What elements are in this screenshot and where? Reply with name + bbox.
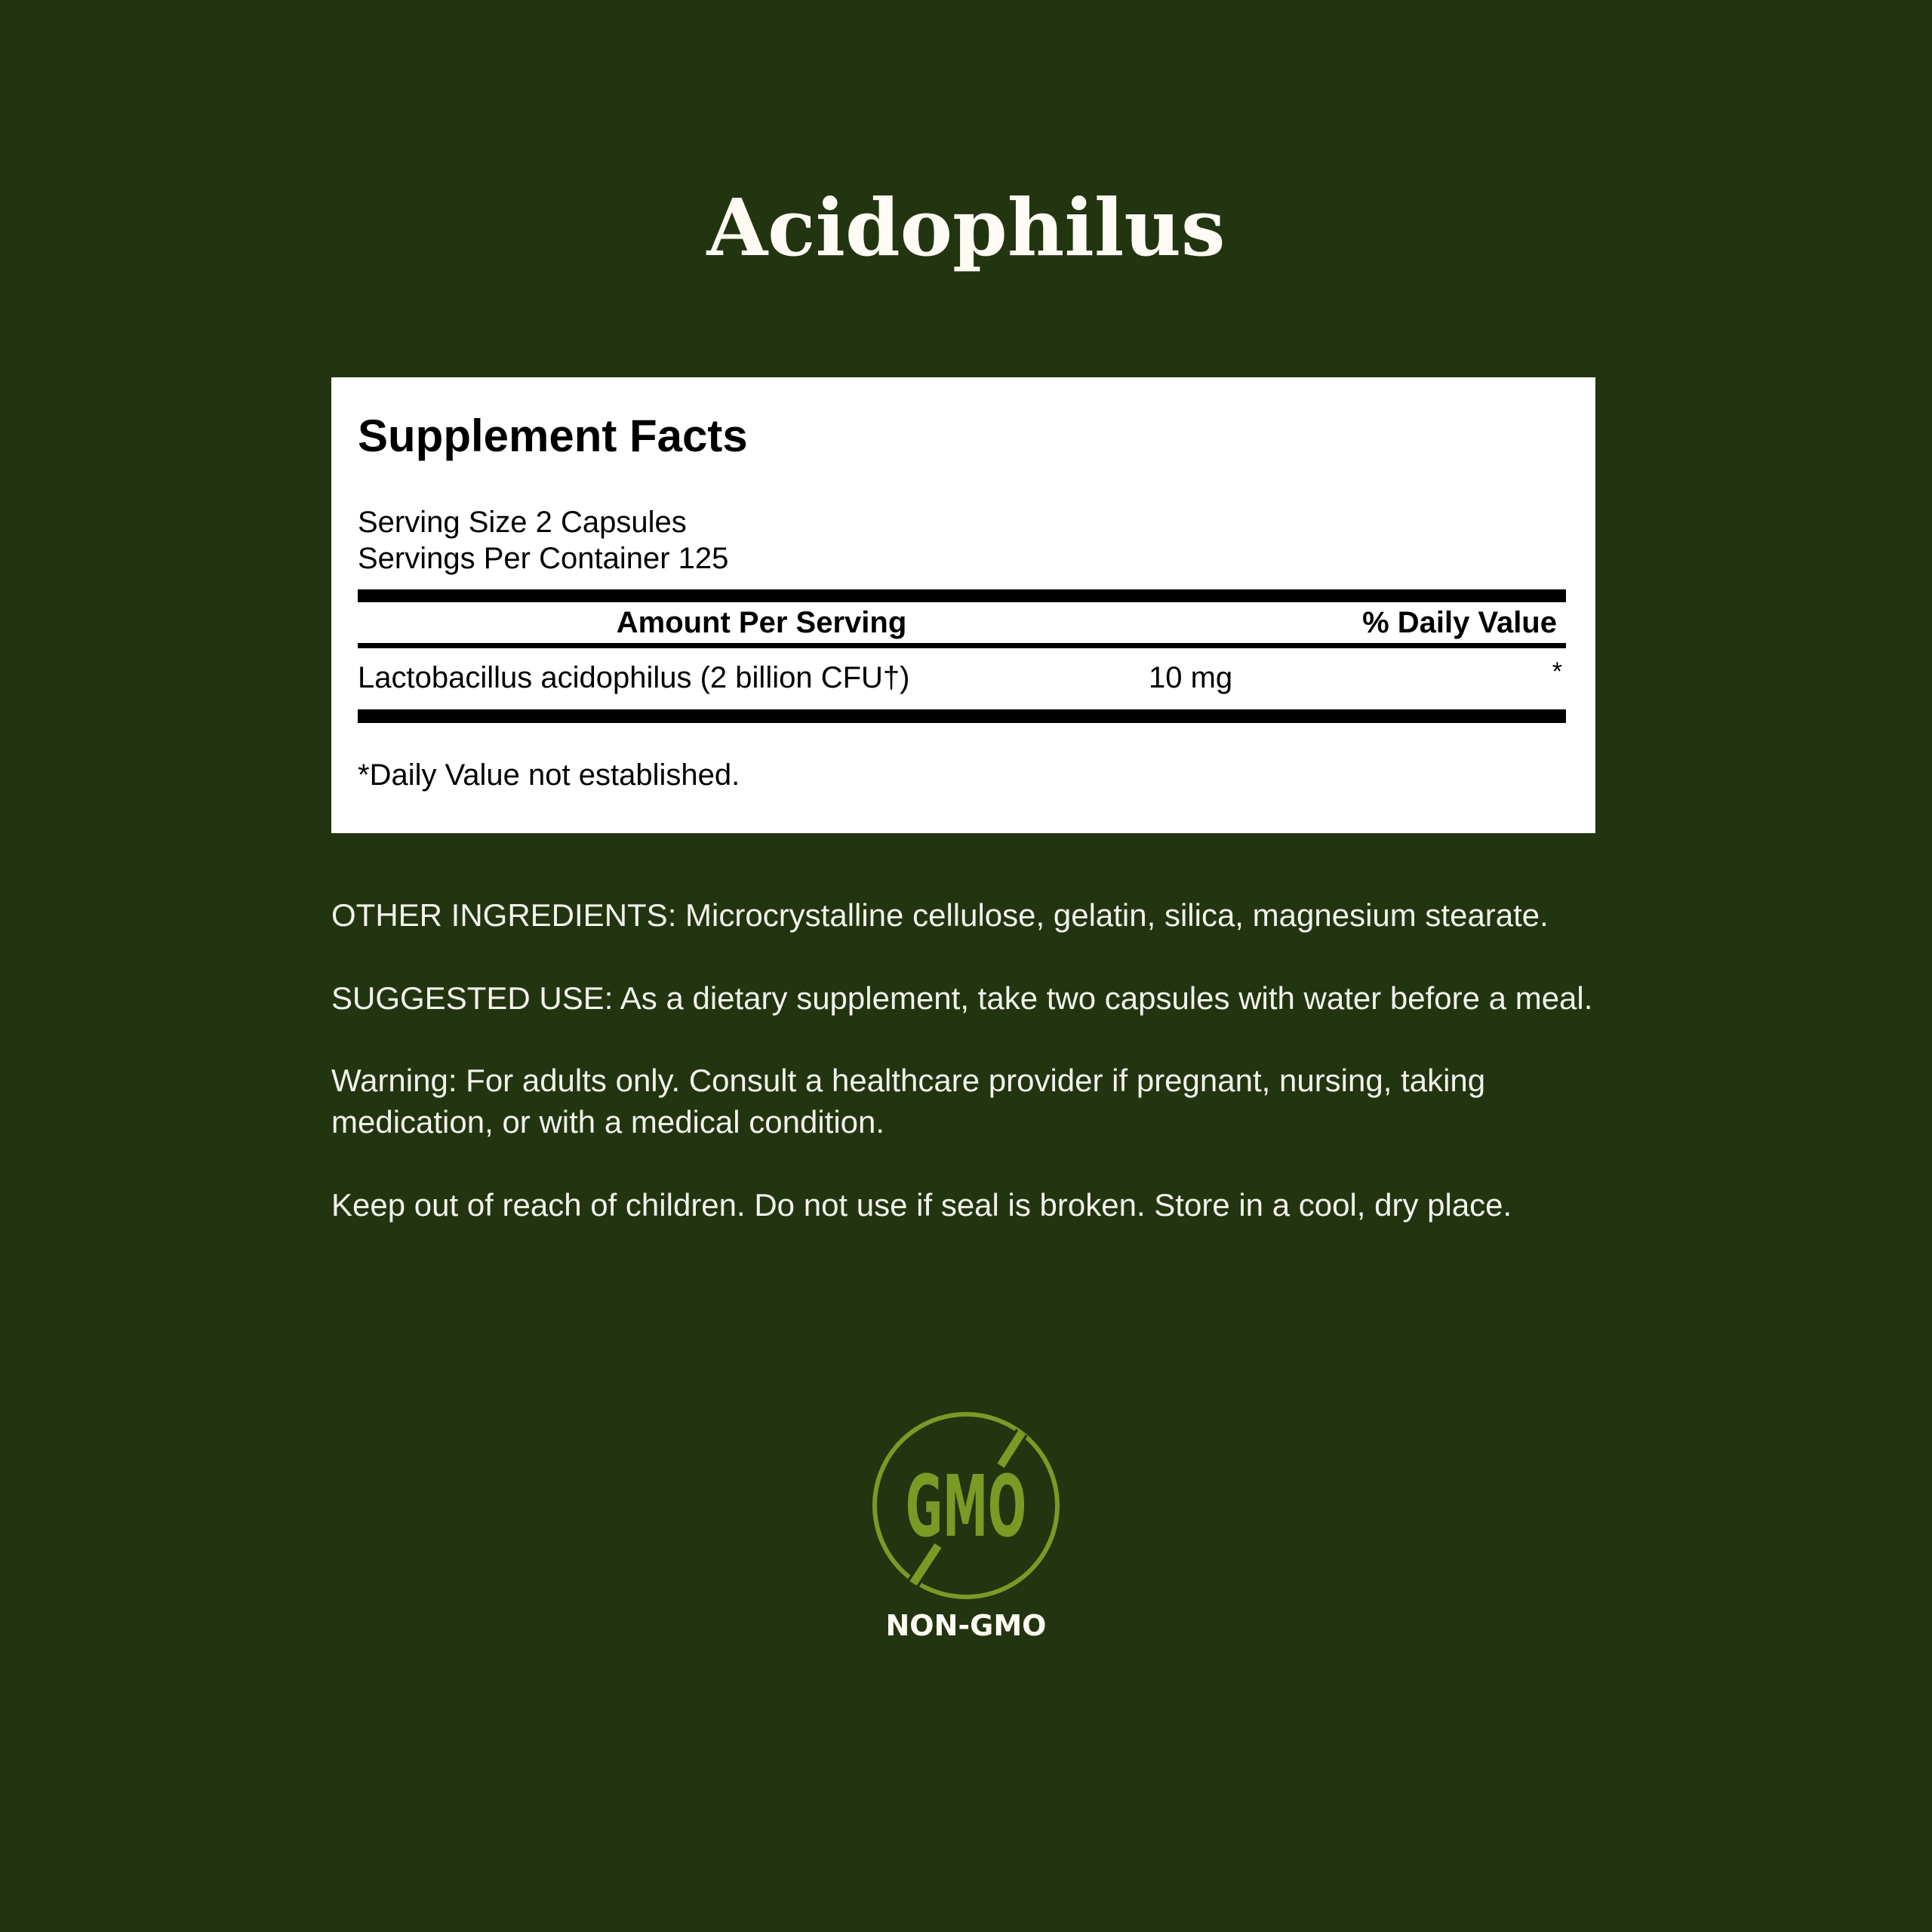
product-title: Acidophilus bbox=[706, 181, 1226, 274]
ingredient-daily-value: * bbox=[1552, 657, 1562, 686]
column-header-amount: Amount Per Serving bbox=[616, 606, 907, 639]
servings-per-container: Servings Per Container 125 bbox=[358, 542, 729, 575]
suggested-use-text: SUGGESTED USE: As a dietary supplement, take two capsules with water before a meal. bbox=[331, 980, 1593, 1016]
ingredient-amount: 10 mg bbox=[1149, 661, 1233, 694]
gmo-icon-text: GMO bbox=[906, 1458, 1026, 1556]
storage-text: Keep out of reach of children. Do not use if seal is broken. Store in a cool, dry place. bbox=[331, 1187, 1512, 1223]
supplement-facts-panel bbox=[331, 377, 1595, 833]
other-ingredients-text: OTHER INGREDIENTS: Microcrystalline cellulose, gelatin, silica, magnesium stearate. bbox=[331, 897, 1549, 933]
thin-divider bbox=[358, 643, 1566, 648]
warning-text: Warning: For adults only. Consult a healthcare provider if pregnant, nursing, taking medication, or with a medical condition. bbox=[331, 1063, 1486, 1140]
column-header-daily-value: % Daily Value bbox=[1362, 606, 1557, 639]
supplement-facts-heading: Supplement Facts bbox=[358, 411, 748, 461]
serving-size: Serving Size 2 Capsules bbox=[358, 506, 687, 539]
non-gmo-label: NON-GMO bbox=[885, 1609, 1047, 1642]
non-gmo-icon bbox=[868, 1411, 1064, 1592]
ingredient-name: Lactobacillus acidophilus (2 billion CFU†) bbox=[358, 661, 910, 694]
thick-divider-top bbox=[358, 589, 1566, 602]
daily-value-footnote: *Daily Value not established. bbox=[358, 758, 740, 792]
thick-divider-bottom bbox=[358, 709, 1566, 723]
